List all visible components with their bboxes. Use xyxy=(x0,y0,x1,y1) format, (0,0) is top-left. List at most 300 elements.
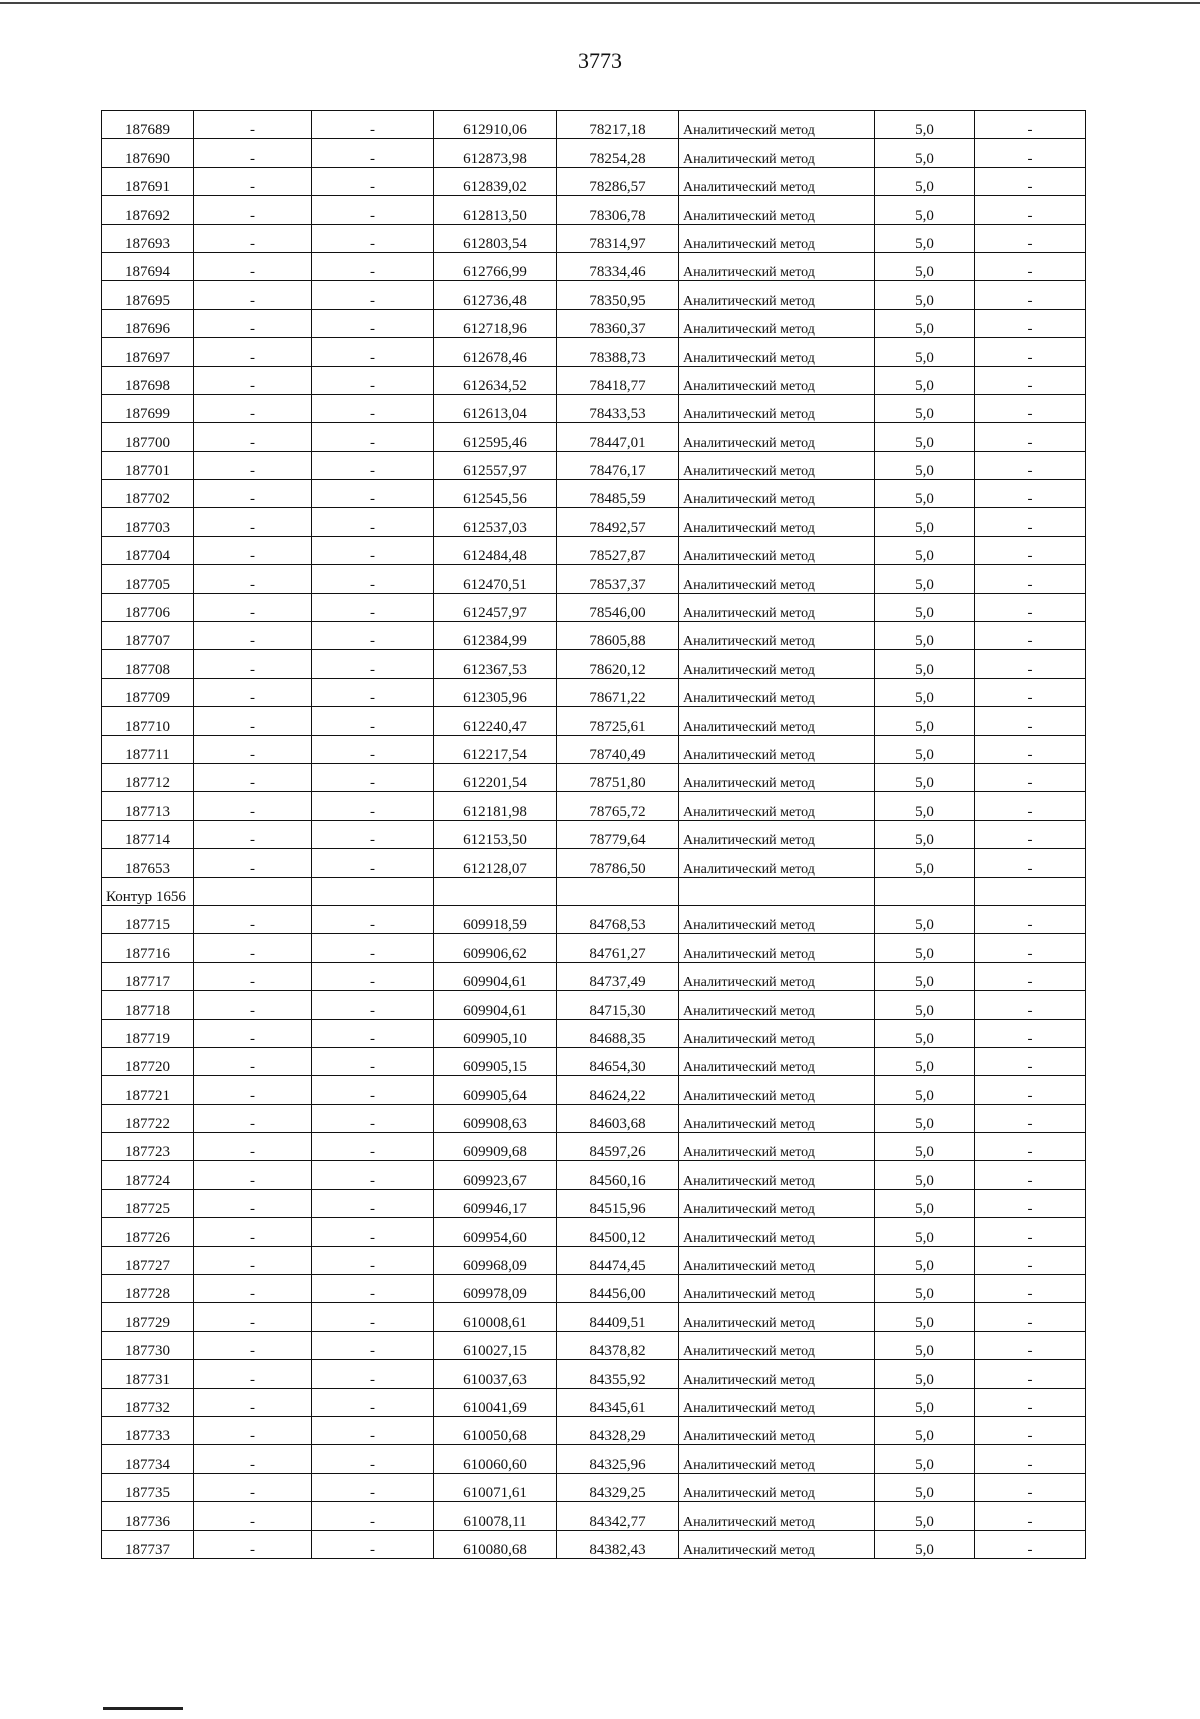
point-number-cell: 187701 xyxy=(102,451,194,479)
x-coordinate-cell: 610008,61 xyxy=(434,1303,557,1331)
description-cell: - xyxy=(975,849,1086,877)
table-row xyxy=(102,423,1086,451)
empty-cell-a: - xyxy=(194,735,312,763)
empty-cell xyxy=(557,877,679,905)
method-cell: Аналитический метод xyxy=(679,394,875,422)
point-number-cell: 187693 xyxy=(102,224,194,252)
accuracy-cell: 5,0 xyxy=(875,111,975,139)
description-cell: - xyxy=(975,1133,1086,1161)
x-coordinate-cell: 609968,09 xyxy=(434,1246,557,1274)
table-row xyxy=(102,1189,1086,1217)
y-coordinate-cell: 78751,80 xyxy=(557,763,679,791)
empty-cell-a: - xyxy=(194,707,312,735)
top-rule xyxy=(0,2,1200,4)
x-coordinate-cell: 609905,10 xyxy=(434,1019,557,1047)
method-cell: Аналитический метод xyxy=(679,1303,875,1331)
method-cell: Аналитический метод xyxy=(679,1246,875,1274)
y-coordinate-cell: 78254,28 xyxy=(557,139,679,167)
method-cell: Аналитический метод xyxy=(679,224,875,252)
empty-cell-a: - xyxy=(194,366,312,394)
x-coordinate-cell: 610041,69 xyxy=(434,1388,557,1416)
table-row xyxy=(102,991,1086,1019)
method-cell: Аналитический метод xyxy=(679,593,875,621)
accuracy-cell: 5,0 xyxy=(875,252,975,280)
description-cell: - xyxy=(975,934,1086,962)
method-cell: Аналитический метод xyxy=(679,735,875,763)
x-coordinate-cell: 610037,63 xyxy=(434,1360,557,1388)
accuracy-cell: 5,0 xyxy=(875,167,975,195)
empty-cell-b: - xyxy=(312,622,434,650)
accuracy-cell: 5,0 xyxy=(875,1416,975,1444)
table-row xyxy=(102,1133,1086,1161)
accuracy-cell: 5,0 xyxy=(875,1133,975,1161)
point-number-cell: 187724 xyxy=(102,1161,194,1189)
description-cell: - xyxy=(975,508,1086,536)
x-coordinate-cell: 612595,46 xyxy=(434,423,557,451)
point-number-cell: 187703 xyxy=(102,508,194,536)
empty-cell-b: - xyxy=(312,111,434,139)
point-number-cell: 187689 xyxy=(102,111,194,139)
accuracy-cell: 5,0 xyxy=(875,309,975,337)
accuracy-cell: 5,0 xyxy=(875,962,975,990)
empty-cell-a: - xyxy=(194,991,312,1019)
empty-cell-a: - xyxy=(194,536,312,564)
empty-cell-b: - xyxy=(312,1019,434,1047)
table-row xyxy=(102,451,1086,479)
x-coordinate-cell: 609909,68 xyxy=(434,1133,557,1161)
coordinates-table xyxy=(101,110,1086,1559)
empty-cell xyxy=(975,877,1086,905)
empty-cell-a: - xyxy=(194,281,312,309)
method-cell: Аналитический метод xyxy=(679,1502,875,1530)
empty-cell xyxy=(312,877,434,905)
point-number-cell: 187720 xyxy=(102,1047,194,1075)
x-coordinate-cell: 609908,63 xyxy=(434,1104,557,1132)
point-number-cell: 187704 xyxy=(102,536,194,564)
method-cell: Аналитический метод xyxy=(679,1445,875,1473)
y-coordinate-cell: 78546,00 xyxy=(557,593,679,621)
accuracy-cell: 5,0 xyxy=(875,934,975,962)
method-cell: Аналитический метод xyxy=(679,536,875,564)
description-cell: - xyxy=(975,309,1086,337)
x-coordinate-cell: 612128,07 xyxy=(434,849,557,877)
empty-cell-b: - xyxy=(312,451,434,479)
method-cell: Аналитический метод xyxy=(679,1047,875,1075)
empty-cell-a: - xyxy=(194,1416,312,1444)
empty-cell-b: - xyxy=(312,224,434,252)
x-coordinate-cell: 612153,50 xyxy=(434,820,557,848)
y-coordinate-cell: 78447,01 xyxy=(557,423,679,451)
method-cell: Аналитический метод xyxy=(679,167,875,195)
empty-cell-a: - xyxy=(194,1218,312,1246)
x-coordinate-cell: 609978,09 xyxy=(434,1275,557,1303)
description-cell: - xyxy=(975,1104,1086,1132)
y-coordinate-cell: 84329,25 xyxy=(557,1473,679,1501)
empty-cell xyxy=(194,877,312,905)
description-cell: - xyxy=(975,1275,1086,1303)
empty-cell-a: - xyxy=(194,196,312,224)
description-cell: - xyxy=(975,1189,1086,1217)
description-cell: - xyxy=(975,650,1086,678)
table-row xyxy=(102,1445,1086,1473)
method-cell: Аналитический метод xyxy=(679,480,875,508)
point-number-cell: 187713 xyxy=(102,792,194,820)
y-coordinate-cell: 78360,37 xyxy=(557,309,679,337)
point-number-cell: 187715 xyxy=(102,905,194,933)
method-cell: Аналитический метод xyxy=(679,1076,875,1104)
table-row xyxy=(102,565,1086,593)
description-cell: - xyxy=(975,366,1086,394)
accuracy-cell: 5,0 xyxy=(875,394,975,422)
y-coordinate-cell: 84737,49 xyxy=(557,962,679,990)
accuracy-cell: 5,0 xyxy=(875,763,975,791)
y-coordinate-cell: 78786,50 xyxy=(557,849,679,877)
point-number-cell: 187709 xyxy=(102,678,194,706)
table-row xyxy=(102,650,1086,678)
description-cell: - xyxy=(975,678,1086,706)
point-number-cell: 187712 xyxy=(102,763,194,791)
empty-cell-a: - xyxy=(194,1331,312,1359)
table-row xyxy=(102,1360,1086,1388)
empty-cell-a: - xyxy=(194,111,312,139)
accuracy-cell: 5,0 xyxy=(875,735,975,763)
point-number-cell: 187714 xyxy=(102,820,194,848)
description-cell: - xyxy=(975,1019,1086,1047)
point-number-cell: 187735 xyxy=(102,1473,194,1501)
point-number-cell: 187719 xyxy=(102,1019,194,1047)
accuracy-cell: 5,0 xyxy=(875,1303,975,1331)
table-row xyxy=(102,196,1086,224)
description-cell: - xyxy=(975,622,1086,650)
y-coordinate-cell: 84768,53 xyxy=(557,905,679,933)
table-row xyxy=(102,1502,1086,1530)
point-number-cell: 187721 xyxy=(102,1076,194,1104)
accuracy-cell: 5,0 xyxy=(875,1189,975,1217)
x-coordinate-cell: 612305,96 xyxy=(434,678,557,706)
x-coordinate-cell: 612803,54 xyxy=(434,224,557,252)
description-cell: - xyxy=(975,820,1086,848)
point-number-cell: 187697 xyxy=(102,338,194,366)
point-number-cell: 187731 xyxy=(102,1360,194,1388)
empty-cell-a: - xyxy=(194,394,312,422)
y-coordinate-cell: 78620,12 xyxy=(557,650,679,678)
empty-cell-b: - xyxy=(312,1189,434,1217)
y-coordinate-cell: 78779,64 xyxy=(557,820,679,848)
table-row xyxy=(102,1218,1086,1246)
empty-cell-a: - xyxy=(194,1303,312,1331)
point-number-cell: 187734 xyxy=(102,1445,194,1473)
empty-cell-a: - xyxy=(194,763,312,791)
empty-cell-a: - xyxy=(194,139,312,167)
empty-cell-b: - xyxy=(312,905,434,933)
table-row xyxy=(102,1019,1086,1047)
x-coordinate-cell: 612484,48 xyxy=(434,536,557,564)
method-cell: Аналитический метод xyxy=(679,1189,875,1217)
empty-cell-b: - xyxy=(312,650,434,678)
empty-cell-b: - xyxy=(312,366,434,394)
empty-cell-a: - xyxy=(194,252,312,280)
y-coordinate-cell: 78671,22 xyxy=(557,678,679,706)
accuracy-cell: 5,0 xyxy=(875,139,975,167)
method-cell: Аналитический метод xyxy=(679,1104,875,1132)
x-coordinate-cell: 609904,61 xyxy=(434,962,557,990)
table-row xyxy=(102,139,1086,167)
empty-cell-a: - xyxy=(194,678,312,706)
table-row xyxy=(102,366,1086,394)
y-coordinate-cell: 78492,57 xyxy=(557,508,679,536)
empty-cell-a: - xyxy=(194,1275,312,1303)
empty-cell-a: - xyxy=(194,309,312,337)
x-coordinate-cell: 612736,48 xyxy=(434,281,557,309)
accuracy-cell: 5,0 xyxy=(875,905,975,933)
x-coordinate-cell: 612201,54 xyxy=(434,763,557,791)
empty-cell-b: - xyxy=(312,1161,434,1189)
y-coordinate-cell: 84355,92 xyxy=(557,1360,679,1388)
method-cell: Аналитический метод xyxy=(679,678,875,706)
description-cell: - xyxy=(975,252,1086,280)
y-coordinate-cell: 84624,22 xyxy=(557,1076,679,1104)
empty-cell-b: - xyxy=(312,763,434,791)
description-cell: - xyxy=(975,1331,1086,1359)
empty-cell-a: - xyxy=(194,849,312,877)
y-coordinate-cell: 84715,30 xyxy=(557,991,679,1019)
empty-cell-a: - xyxy=(194,1502,312,1530)
accuracy-cell: 5,0 xyxy=(875,991,975,1019)
x-coordinate-cell: 609905,64 xyxy=(434,1076,557,1104)
accuracy-cell: 5,0 xyxy=(875,593,975,621)
method-cell: Аналитический метод xyxy=(679,1019,875,1047)
y-coordinate-cell: 78433,53 xyxy=(557,394,679,422)
empty-cell-b: - xyxy=(312,1331,434,1359)
empty-cell-b: - xyxy=(312,1133,434,1161)
empty-cell-a: - xyxy=(194,905,312,933)
method-cell: Аналитический метод xyxy=(679,111,875,139)
empty-cell-b: - xyxy=(312,281,434,309)
point-number-cell: 187728 xyxy=(102,1275,194,1303)
x-coordinate-cell: 609918,59 xyxy=(434,905,557,933)
table-row xyxy=(102,622,1086,650)
empty-cell-a: - xyxy=(194,1388,312,1416)
accuracy-cell: 5,0 xyxy=(875,1473,975,1501)
x-coordinate-cell: 612718,96 xyxy=(434,309,557,337)
empty-cell-a: - xyxy=(194,622,312,650)
description-cell: - xyxy=(975,196,1086,224)
empty-cell-b: - xyxy=(312,1416,434,1444)
empty-cell-a: - xyxy=(194,1104,312,1132)
empty-cell-b: - xyxy=(312,1246,434,1274)
empty-cell-b: - xyxy=(312,1076,434,1104)
x-coordinate-cell: 609904,61 xyxy=(434,991,557,1019)
empty-cell xyxy=(434,877,557,905)
description-cell: - xyxy=(975,111,1086,139)
point-number-cell: 187692 xyxy=(102,196,194,224)
point-number-cell: 187705 xyxy=(102,565,194,593)
table-row xyxy=(102,167,1086,195)
description-cell: - xyxy=(975,1416,1086,1444)
table-row xyxy=(102,309,1086,337)
x-coordinate-cell: 612813,50 xyxy=(434,196,557,224)
empty-cell-b: - xyxy=(312,820,434,848)
table-row xyxy=(102,707,1086,735)
x-coordinate-cell: 610080,68 xyxy=(434,1530,557,1558)
table-row xyxy=(102,1530,1086,1558)
empty-cell-b: - xyxy=(312,480,434,508)
method-cell: Аналитический метод xyxy=(679,1161,875,1189)
method-cell: Аналитический метод xyxy=(679,1416,875,1444)
table-row xyxy=(102,480,1086,508)
y-coordinate-cell: 78217,18 xyxy=(557,111,679,139)
empty-cell-a: - xyxy=(194,1473,312,1501)
accuracy-cell: 5,0 xyxy=(875,1161,975,1189)
table-row xyxy=(102,792,1086,820)
description-cell: - xyxy=(975,1445,1086,1473)
point-number-cell: 187694 xyxy=(102,252,194,280)
empty-cell-a: - xyxy=(194,820,312,848)
accuracy-cell: 5,0 xyxy=(875,1218,975,1246)
empty-cell-b: - xyxy=(312,139,434,167)
method-cell: Аналитический метод xyxy=(679,338,875,366)
y-coordinate-cell: 84474,45 xyxy=(557,1246,679,1274)
accuracy-cell: 5,0 xyxy=(875,849,975,877)
empty-cell-b: - xyxy=(312,678,434,706)
empty-cell-b: - xyxy=(312,849,434,877)
empty-cell-b: - xyxy=(312,196,434,224)
y-coordinate-cell: 78725,61 xyxy=(557,707,679,735)
accuracy-cell: 5,0 xyxy=(875,366,975,394)
empty-cell-a: - xyxy=(194,1189,312,1217)
empty-cell-b: - xyxy=(312,394,434,422)
table-row xyxy=(102,1275,1086,1303)
accuracy-cell: 5,0 xyxy=(875,423,975,451)
y-coordinate-cell: 84603,68 xyxy=(557,1104,679,1132)
table-row xyxy=(102,1388,1086,1416)
empty-cell-b: - xyxy=(312,1303,434,1331)
accuracy-cell: 5,0 xyxy=(875,338,975,366)
point-number-cell: 187716 xyxy=(102,934,194,962)
point-number-cell: 187711 xyxy=(102,735,194,763)
description-cell: - xyxy=(975,707,1086,735)
accuracy-cell: 5,0 xyxy=(875,480,975,508)
accuracy-cell: 5,0 xyxy=(875,196,975,224)
x-coordinate-cell: 609905,15 xyxy=(434,1047,557,1075)
contour-label: Контур 1656 xyxy=(102,877,194,905)
point-number-cell: 187736 xyxy=(102,1502,194,1530)
empty-cell-b: - xyxy=(312,1473,434,1501)
x-coordinate-cell: 612181,98 xyxy=(434,792,557,820)
empty-cell-a: - xyxy=(194,934,312,962)
description-cell: - xyxy=(975,394,1086,422)
method-cell: Аналитический метод xyxy=(679,366,875,394)
description-cell: - xyxy=(975,281,1086,309)
point-number-cell: 187702 xyxy=(102,480,194,508)
description-cell: - xyxy=(975,1161,1086,1189)
description-cell: - xyxy=(975,905,1086,933)
point-number-cell: 187690 xyxy=(102,139,194,167)
method-cell: Аналитический метод xyxy=(679,763,875,791)
method-cell: Аналитический метод xyxy=(679,451,875,479)
empty-cell xyxy=(875,877,975,905)
accuracy-cell: 5,0 xyxy=(875,536,975,564)
empty-cell-a: - xyxy=(194,1133,312,1161)
table-row xyxy=(102,1416,1086,1444)
point-number-cell: 187723 xyxy=(102,1133,194,1161)
table-row xyxy=(102,394,1086,422)
method-cell: Аналитический метод xyxy=(679,820,875,848)
method-cell: Аналитический метод xyxy=(679,1275,875,1303)
x-coordinate-cell: 612873,98 xyxy=(434,139,557,167)
table-row xyxy=(102,849,1086,877)
description-cell: - xyxy=(975,1530,1086,1558)
accuracy-cell: 5,0 xyxy=(875,451,975,479)
y-coordinate-cell: 84515,96 xyxy=(557,1189,679,1217)
accuracy-cell: 5,0 xyxy=(875,1331,975,1359)
description-cell: - xyxy=(975,1047,1086,1075)
y-coordinate-cell: 84597,26 xyxy=(557,1133,679,1161)
description-cell: - xyxy=(975,593,1086,621)
table-row xyxy=(102,678,1086,706)
empty-cell-a: - xyxy=(194,1047,312,1075)
point-number-cell: 187733 xyxy=(102,1416,194,1444)
method-cell: Аналитический метод xyxy=(679,423,875,451)
method-cell: Аналитический метод xyxy=(679,281,875,309)
empty-cell-a: - xyxy=(194,650,312,678)
table-row xyxy=(102,1076,1086,1104)
point-number-cell: 187737 xyxy=(102,1530,194,1558)
empty-cell-b: - xyxy=(312,1530,434,1558)
empty-cell-a: - xyxy=(194,1445,312,1473)
table-row xyxy=(102,1161,1086,1189)
point-number-cell: 187730 xyxy=(102,1331,194,1359)
method-cell: Аналитический метод xyxy=(679,1133,875,1161)
empty-cell-a: - xyxy=(194,1161,312,1189)
description-cell: - xyxy=(975,423,1086,451)
accuracy-cell: 5,0 xyxy=(875,1047,975,1075)
x-coordinate-cell: 612240,47 xyxy=(434,707,557,735)
x-coordinate-cell: 612678,46 xyxy=(434,338,557,366)
method-cell: Аналитический метод xyxy=(679,1218,875,1246)
empty-cell-b: - xyxy=(312,934,434,962)
table-row xyxy=(102,1047,1086,1075)
empty-cell-a: - xyxy=(194,1530,312,1558)
x-coordinate-cell: 612470,51 xyxy=(434,565,557,593)
method-cell: Аналитический метод xyxy=(679,139,875,167)
contour-row xyxy=(102,877,1086,905)
description-cell: - xyxy=(975,224,1086,252)
method-cell: Аналитический метод xyxy=(679,792,875,820)
y-coordinate-cell: 78740,49 xyxy=(557,735,679,763)
empty-cell-b: - xyxy=(312,508,434,536)
empty-cell-b: - xyxy=(312,1502,434,1530)
y-coordinate-cell: 78765,72 xyxy=(557,792,679,820)
description-cell: - xyxy=(975,763,1086,791)
empty-cell-a: - xyxy=(194,480,312,508)
empty-cell-b: - xyxy=(312,565,434,593)
point-number-cell: 187653 xyxy=(102,849,194,877)
method-cell: Аналитический метод xyxy=(679,962,875,990)
description-cell: - xyxy=(975,1076,1086,1104)
table-row xyxy=(102,1473,1086,1501)
point-number-cell: 187732 xyxy=(102,1388,194,1416)
y-coordinate-cell: 84688,35 xyxy=(557,1019,679,1047)
method-cell: Аналитический метод xyxy=(679,849,875,877)
empty-cell-b: - xyxy=(312,1104,434,1132)
description-cell: - xyxy=(975,167,1086,195)
x-coordinate-cell: 612545,56 xyxy=(434,480,557,508)
description-cell: - xyxy=(975,1360,1086,1388)
accuracy-cell: 5,0 xyxy=(875,707,975,735)
accuracy-cell: 5,0 xyxy=(875,820,975,848)
x-coordinate-cell: 609923,67 xyxy=(434,1161,557,1189)
